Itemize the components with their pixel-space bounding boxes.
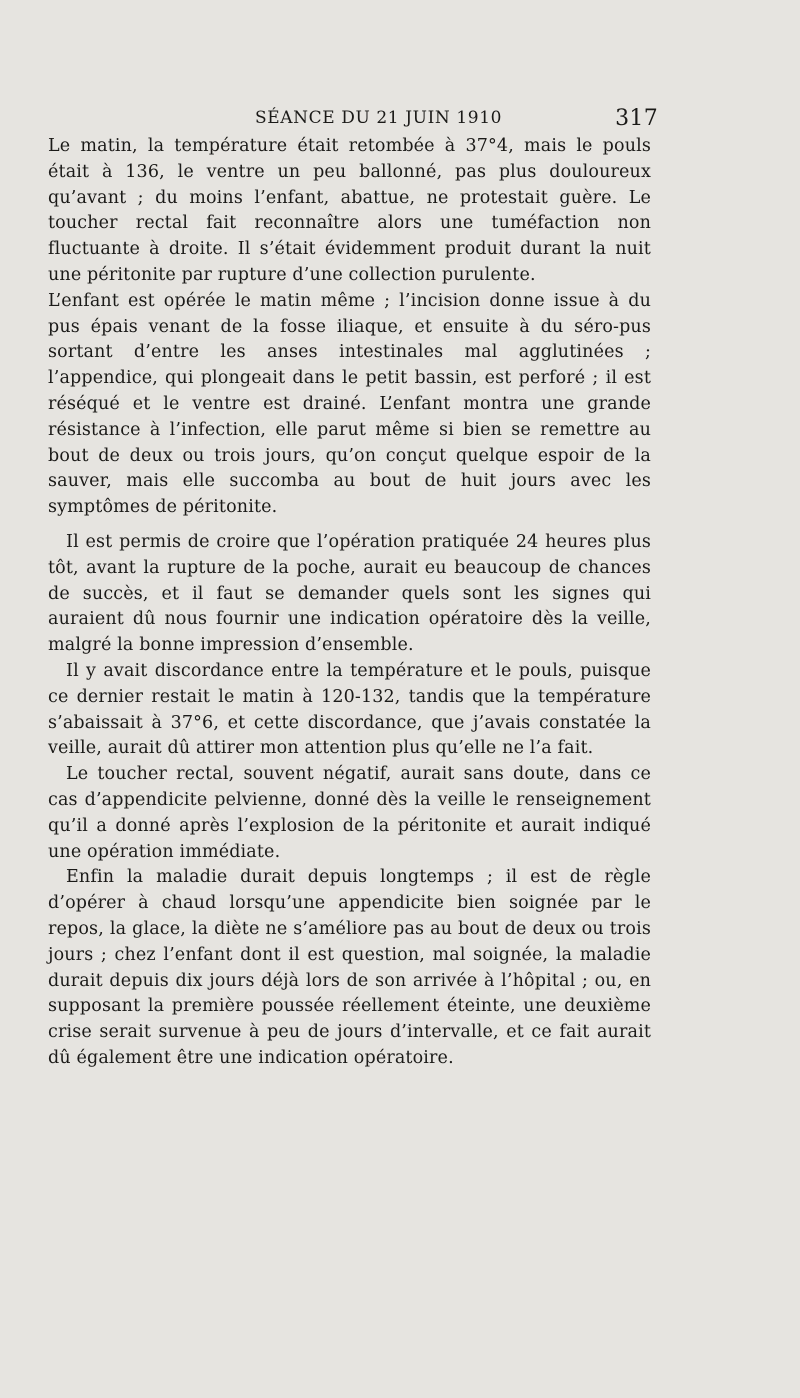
page-number: 317 [615, 106, 658, 131]
running-title: SÉANCE DU 21 JUIN 1910 [255, 108, 503, 128]
paragraph-1: Le matin, la température était retombée à 37°4, mais le pouls était à 136, le ventre un peu ballonné, pas plus douloureux qu’avant ; du moins l’enfant, abattue, ne protestait guère. Le toucher rectal fait reconnaître alors une tuméfaction non fluctuante à droite. Il s’était évidemment produit durant la nuit une péritonite par rupture d’une collection purulente. [48, 136, 651, 285]
running-head [50, 98, 658, 134]
paragraph-4: Il y avait discordance entre la température et le pouls, puisque ce dernier restait le matin à 120-132, tandis que la température s’abaissait à 37°6, et cette discordance, que j’avais constatée la veille, aurait dû attirer mon attention plus qu’elle ne l’a fait. [48, 660, 651, 759]
body-text [48, 134, 651, 1072]
paragraph-5: Le toucher rectal, souvent négatif, aurait sans doute, dans ce cas d’appendicite pelvienne, donné dès la veille le renseignement qu’il a donné après l’explosion de la péritonite et aurait indiqué une opération immédiate. [48, 764, 651, 862]
paragraph-6: Enfin la maladie durait depuis longtemps ; il est de règle d’opérer à chaud lorsqu’une appendicite bien soignée par le repos, la glace, la diète ne s’améliore pas au bout de deux ou trois jours ; chez l’enfant dont il est question, mal soignée, la maladie durait depuis dix jours déjà lors de son arrivée à l’hôpital ; ou, en supposant la première poussée réellement éteinte, une deuxième crise serait survenue à peu de jours d’intervalle, et ce fait aurait dû également être une indication opératoire. [48, 867, 651, 1068]
paragraph-2: L’enfant est opérée le matin même ; l’incision donne issue à du pus épais venant de la fosse iliaque, et ensuite à du séro-pus sortant d’entre les anses intestinales mal agglutinées ; l’appendice, qui plongeait dans le petit bassin, est perforé ; il est réséqué et le ventre est drainé. L’enfant montra une grande résistance à l’infection, elle parut même si bien se remettre au bout de deux ou trois jours, qu’on conçut quelque espoir de la sauver, mais elle succomba au bout de huit jours avec les symptômes de péritonite. [48, 290, 651, 518]
paragraph-3: Il est permis de croire que l’opération pratiquée 24 heures plus tôt, avant la rupture de la poche, aurait eu beaucoup de chances de succès, et il faut se demander quels sont les signes qui auraient dû nous fournir une indication opératoire dès la veille, malgré la bonne impression d’ensemble. [48, 531, 651, 656]
